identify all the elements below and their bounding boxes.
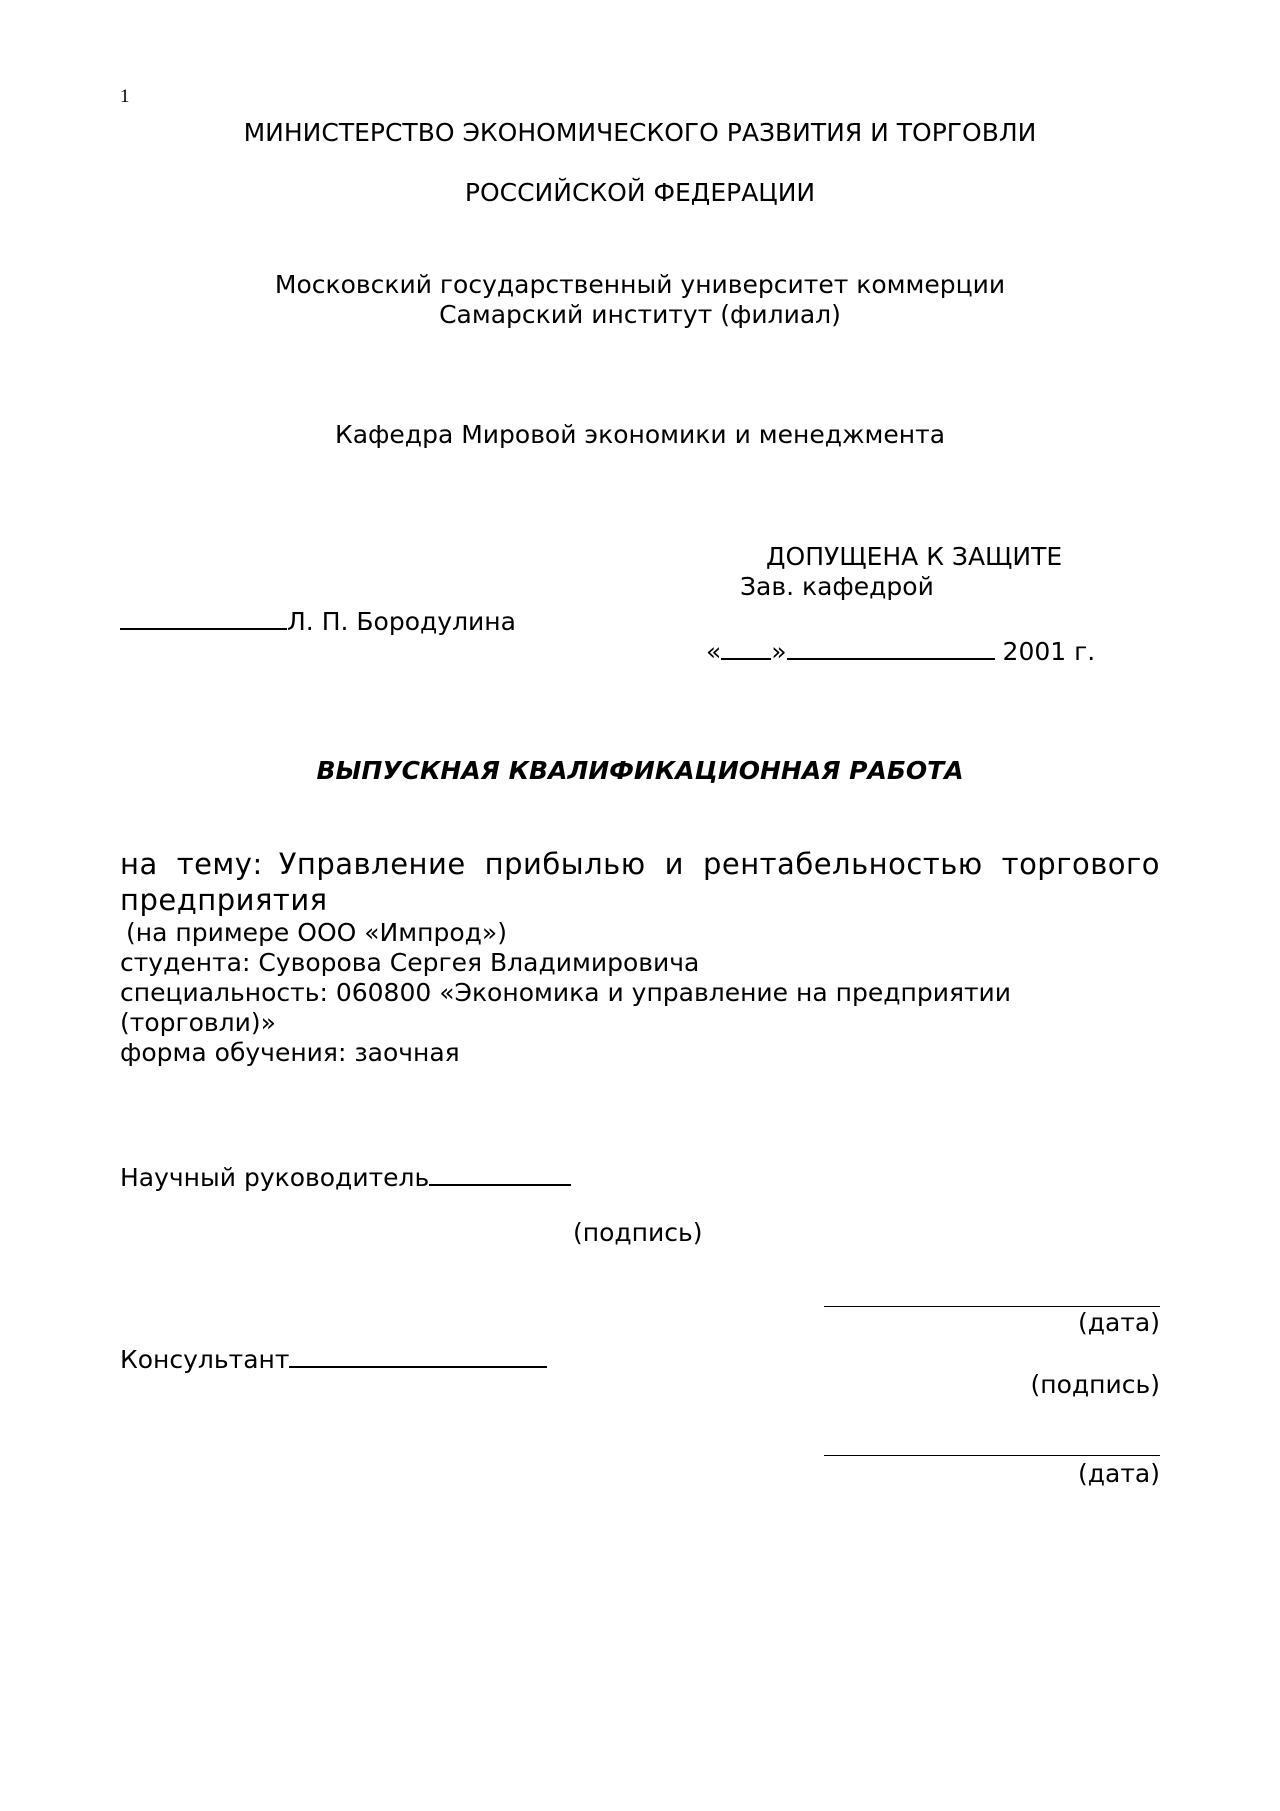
- admitted-label: ДОПУЩЕНА К ЗАЩИТЕ: [766, 542, 1063, 571]
- signature-blank: [120, 602, 287, 630]
- signature-caption-2: (подпись): [1030, 1370, 1160, 1399]
- specialty-line-2: (торговли)»: [120, 1008, 276, 1037]
- approval-date-line: [706, 632, 1095, 666]
- supervisor-line: [120, 1158, 571, 1192]
- day-blank: [721, 632, 771, 660]
- study-form: форма обучения: заочная: [120, 1038, 460, 1067]
- date-caption-2: (дата): [1078, 1459, 1160, 1488]
- university-name: Московский государственный университет коммерции: [274, 270, 1006, 299]
- student-line: студента: Суворова Сергея Владимировича: [120, 948, 700, 977]
- supervisor-signature-blank: [429, 1158, 571, 1186]
- consultant-signature-blank: [289, 1340, 547, 1368]
- topic-paragraph: [120, 846, 1160, 918]
- date-blank-1: [824, 1306, 1160, 1307]
- topic-text: Управление прибылью и рентабельностью торгового предприятия: [120, 847, 1161, 917]
- work-title: ВЫПУСКНАЯ КВАЛИФИКАЦИОННАЯ РАБОТА: [316, 756, 964, 785]
- page-number: 1: [120, 86, 130, 107]
- signature-caption: (подпись): [573, 1218, 703, 1247]
- topic-label: на тему:: [120, 847, 263, 881]
- approval-year: 2001 г.: [1002, 637, 1096, 666]
- institute-name: Самарский институт (филиал): [439, 300, 841, 329]
- date-caption-1: (дата): [1078, 1308, 1160, 1337]
- specialty-line-1: специальность: 060800 «Экономика и управление на предприятии: [120, 978, 1012, 1007]
- date-blank-2: [824, 1455, 1160, 1456]
- head-title: Зав. кафедрой: [740, 572, 934, 601]
- quote-open: «: [706, 637, 722, 666]
- department-name: Кафедра Мировой экономики и менеджмента: [334, 420, 946, 449]
- head-signature-line: [120, 602, 516, 636]
- quote-close: »: [771, 637, 787, 666]
- consultant-label: Консультант: [120, 1345, 290, 1374]
- topic-example: (на примере ООО «Импрод»): [126, 918, 507, 947]
- ministry-line-1: МИНИСТЕРСТВО ЭКОНОМИЧЕСКОГО РАЗВИТИЯ И ТОРГОВЛИ: [243, 118, 1037, 147]
- consultant-line: [120, 1340, 547, 1374]
- ministry-line-2: РОССИЙСКОЙ ФЕДЕРАЦИИ: [464, 178, 816, 207]
- month-blank: [787, 632, 995, 660]
- supervisor-label: Научный руководитель: [120, 1163, 430, 1192]
- head-name: Л. П. Бородулина: [287, 607, 516, 636]
